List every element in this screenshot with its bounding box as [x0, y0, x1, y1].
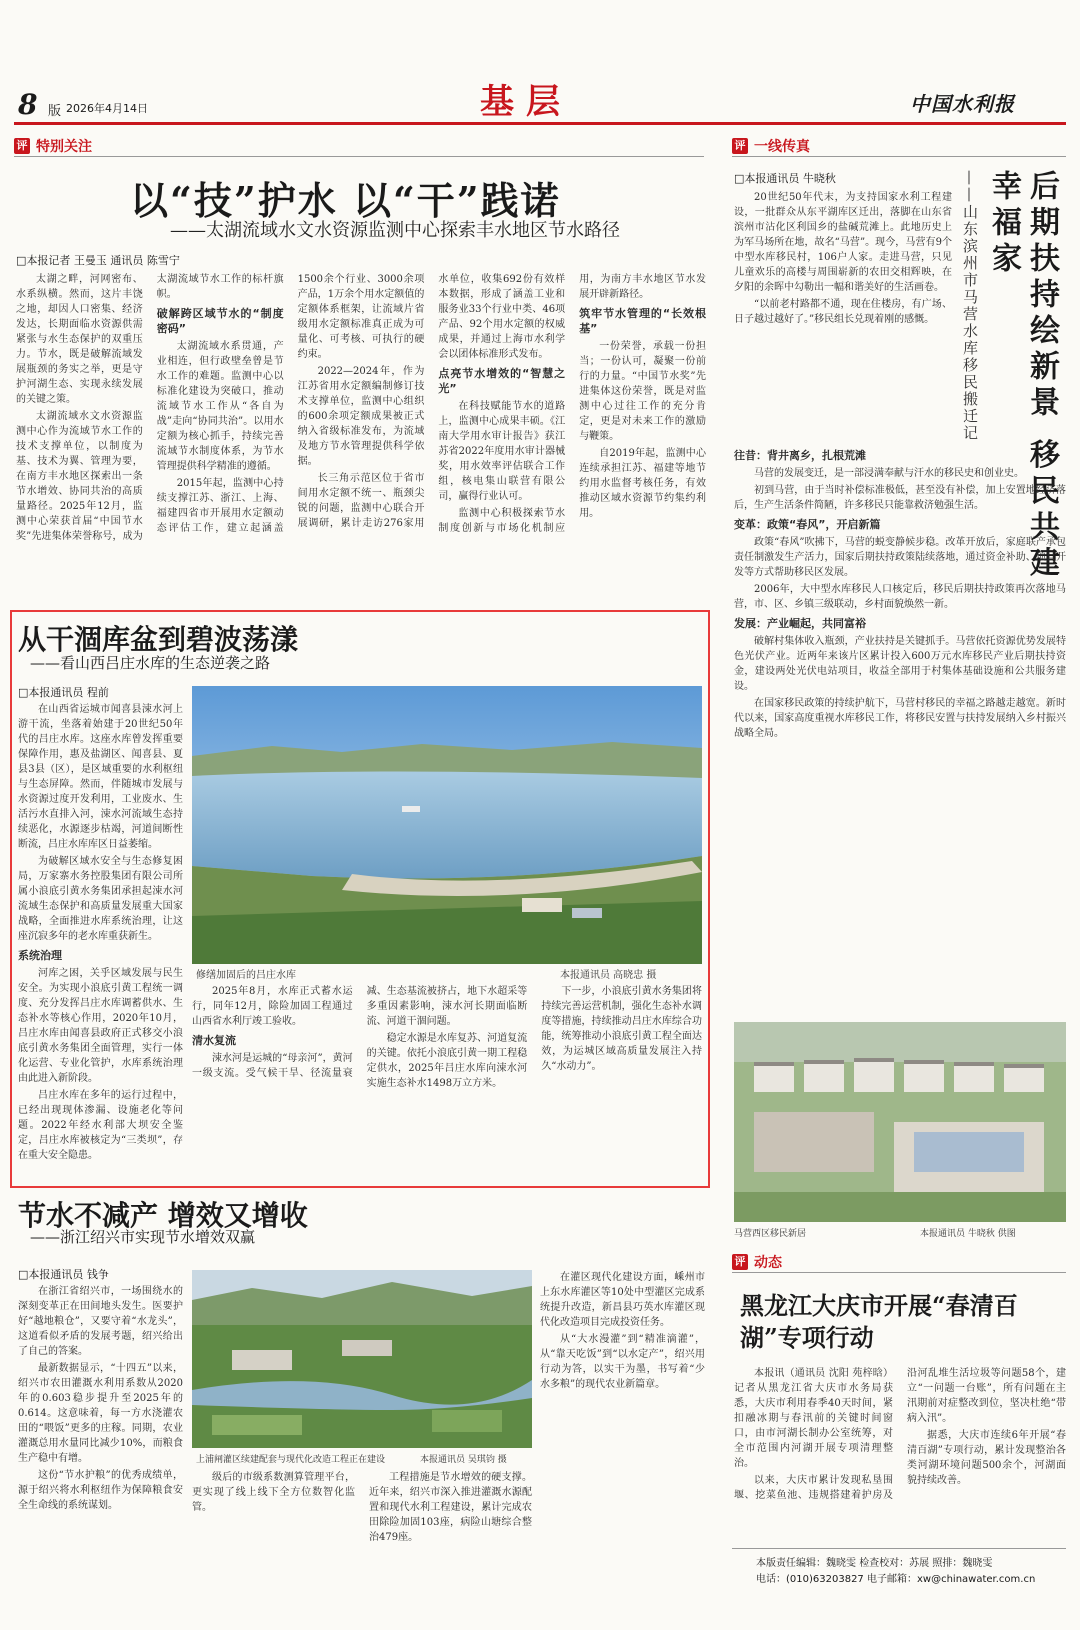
footer-editor: 本版责任编辑：魏晓雯 — [756, 1558, 856, 1569]
dynamic-body: 本报讯（通讯员 沈阳 苑梓晗）记者从黑龙江省大庆市水务局获悉，大庆市利用春季40天时间，紧扣融冰期与春汛前的关键时间窗口，由市河湖长制办公室统筹，对全市范围内河湖开展专项清理整治。 以来，大庆市累计发现私垦围堰、挖菜鱼池、违规搭建着护房及沿河乱堆生活垃圾等问题58个，建立“一问题一台账”，所有问题在主汛期前对症整改到位，坚决杜绝“带病入汛”。 据悉，大庆市连续6年开展“春清百湖”专项行动，累计发现整治各类河湖环境问题500余个，河湖面貌持续改善。 — [734, 1368, 1066, 1501]
special-focus-body: 太湖之畔，河网密布、水系纵横。然而，这片丰饶之地，却因人口密集、经济发达，长期面临水资源供需紧张与水生态保护的双重压力。节水，既是破解流域发展瓶颈的务实之举，更是守护河湖生态、实现永续发展的关键之策。 太湖流域水文水资源监测中心作为流域节水工作的技术支撑单位，以制度为基、技术为翼、管理为要，在南方丰水地区探索出一条节水增效、协同共治的高质量路径。2025年12月，监测中心荣获首届“中国节水奖”先进集体荣誉称号，成为太湖流域节水工作的标杆旗帜。 破解跨区域节水的“制度密码” 太湖流域水系贯通，产业相连，但行政壁垒曾是节水工作的难题。监测中心以标准化建设为突破口，推动流域节水工作从“各自为战”走向“协同共治”。以用水定额为核心抓手，持续完善流域节水制度体系，为节水管理提供科学精准的遵循。 2015年起，监测中心持续支撑江苏、浙江、上海、福建四省市开展用水定额动态评估工作，建立起涵盖1500余个行业、3000余项产品，1万余个用水定额值的定额体系框架，让流域片省级用水定额标准真正成为可量化、可考核、可执行的硬约束。 2022—2024年，作为江苏省用水定额编制修订技术支撑单位，监测中心组织的600余项定额成果被正式纳入省级标准发布，为流域及地方节水管理提供科学依据。 长三角示范区位于省市间用水定额不统一、瓶颈尖锐的问题，监测中心联合开展调研，累计走访276家用水单位，收集692份有效样本数据，形成了涵盖工业和服务业33个行业中类、46项产品、92个用水定额的权威成果，并通过上海市水利学会以团体标准形式发布。 点亮节水增效的“智慧之光” 在科技赋能节水的道路上，监测中心成果丰硕。《江南大学用水审计报告》获江苏省2022年度用水审计器械奖，用水效率评估联合工作组，核电集山联营有限公司，赢得行业认可。 监测中心积极探索节水制度创新与市场化机制应用，为南方丰水地区节水发展开辟新路径。 筑牢节水管理的“长效根基” 一份荣誉，承载一份担当；一份认可，凝聚一份前行的力量。“中国节水奖”先进集体这份荣誉，既是对监测中心过往工作的充分肯定，更是对未来工作的激励与鞭策。 自2019年起，监测中心连续承担江苏、福建等地节约用水监督考核任务，有效推动区域水资源节约集约利用。 — [16, 274, 706, 542]
featured-headline: 从干涸库盆到碧波荡漾 — [18, 623, 299, 656]
reservoir-aerial-image — [192, 686, 702, 964]
saving-headline: 节水不减产 增效又增收 — [18, 1199, 308, 1232]
saving-byline: □本报通讯员 钱争 — [18, 1268, 109, 1281]
footer-proofread: 检查校对：苏展 — [859, 1558, 930, 1569]
frontline-headline: 后期扶持绘新景 移民共建幸福家 — [986, 170, 1059, 583]
dynamic-tag: 评 动态 — [732, 1252, 782, 1272]
frontline-byline: □本报通讯员 牛晓秋 — [734, 172, 836, 185]
saving-subheadline: ——浙江绍兴市实现节水增效双赢 — [30, 1228, 256, 1246]
featured-subheadline: ——看山西吕庄水库的生态逆袭之路 — [30, 654, 271, 672]
frontline-body-main: 往昔：背井离乡，扎根荒滩 马营的发展变迁，是一部浸满奉献与汗水的移民史和创业史。 初到马营，由于当时补偿标准极低，甚至没有补偿，加上安置地经济落后，生产生活条件简陋，许多移民只能靠救济勉强生活。 变革：政策“春风”，开启新篇 政策“春风”吹拂下，马营的蜕变静候步稳。改革开放后，家庭联产承包责任制激发生产活力，国家后期扶持政策陆续落地，通过资金补助、项目开发等方式帮助移民区发展。 2006年，大中型水库移民人口核定后，移民后期扶持政策再次落地马营，市、区、乡镇三级联动，乡村面貌焕然一新。 发展：产业崛起，共同富裕 破解村集体收入瓶颈，产业扶持是关键抓手。马营依托资源优势发展特色光伏产业。近两年来该片区累计投入600万元水库移民产业后期扶持资金，建设两处光伏电站项目，收益全部用于村集体基础设施和公共服务建设。 在国家移民政策的持续护航下，马营村移民的幸福之路越走越宽。新时代以来，国家高度重视水库移民工作，将移民安置与扶持发展纳入乡村振兴战略全局。 — [734, 449, 1066, 739]
migrant-photo-credit: 本报通讯员 牛晓秋 供图 — [920, 1229, 1016, 1239]
featured-body-left: 在山西省运城市闻喜县涑水河上游干流，坐落着始建于20世纪50年代的吕庄水库。这座水库曾发挥重要保障作用，惠及盐湖区、闻喜县、夏县3县（区），是区域重要的水利枢纽与生态屏障。然而，伴随城市发展与水资源过度开发利用，工业废水、生活污水直排入河，涑水河流域生态持续恶化，水源逐步枯竭，河道间断性断流，吕庄水库库区日益萎缩。 为破解区域水安全与生态修复困局，万家寨水务控股集团有限公司所属小浪底引黄水务集团承担起涑水河流域生态保护和高质量发展重大国家战略，全面推进水库系统治理，让这座沉寂多年的老水库重获新生。 系统治理 河库之困，关乎区域发展与民生安全。为实现小浪底引黄工程统一调度、充分发挥吕庄水库调蓄供水、生态补水等核心作用，2020年10月，吕庄水库由闻喜县政府正式移交小浪底引黄水务集团全面管理，实行一体化运营、专业化管护，水库系统治理由此进入新阶段。 吕庄水库在多年的运行过程中，已经出现现体渗漏、设施老化等问题。2022年经水利部大坝安全鉴定，吕庄水库被核定为“三类坝”，存在重大安全隐患。 — [18, 704, 183, 1161]
frontline-subheadline: ——山东滨州市马营水库移民搬迁记 — [961, 170, 979, 442]
special-focus-subheadline: ——太湖流域水文水资源监测中心探索丰水地区节水路径 — [170, 220, 620, 241]
dynamic-headline: 黑龙江大庆市开展“春清百湖”专项行动 — [740, 1291, 1018, 1352]
migrant-village-image — [734, 1022, 1066, 1222]
irrigation-photo — [192, 1270, 532, 1448]
saving-body-mid: 级后的市级系数测算管理平台，更实现了线上线下全方位数智化监管。 工程措施是节水增效的硬支撑。近年来，绍兴市深入推进灌溉水源配置和现代水利工程建设，累计完成农田除险加固103座，病险山塘综合整治479座。 — [192, 1472, 532, 1543]
special-focus-headline: 以“技”护水 以“干”践诺 — [130, 178, 561, 223]
reservoir-photo-credit: 本报通讯员 高晓忠 摄 — [560, 970, 657, 981]
divider — [14, 156, 704, 157]
footer-divider — [732, 1548, 1066, 1549]
masthead-rule — [14, 122, 1066, 125]
page-label: 版 — [48, 104, 62, 119]
reservoir-photo — [192, 686, 702, 964]
footer-email: 电子邮箱：xw@chinawater.com.cn — [866, 1574, 1036, 1585]
page-number: 8 — [18, 88, 38, 121]
column-logo-icon: 评 — [732, 1254, 748, 1270]
issue-date: 2026年4月14日 — [66, 102, 148, 115]
migrant-village-photo — [734, 1022, 1066, 1222]
migrant-photo-caption: 马营西区移民新居 — [734, 1229, 807, 1239]
column-logo-icon: 评 — [14, 138, 30, 154]
special-focus-tag: 评 特别关注 — [14, 136, 92, 156]
divider — [732, 1272, 1066, 1273]
irrigation-photo-caption: 上浦闸灌区续建配套与现代化改造工程正在建设 — [196, 1455, 386, 1465]
irrigation-photo-credit: 本报通讯员 吴琪钧 摄 — [420, 1455, 507, 1465]
reservoir-photo-caption: 修缮加固后的吕庄水库 — [196, 970, 296, 981]
frontline-body-top: 20世纪50年代末，为支持国家水利工程建设，一批群众从东平湖库区迁出，落脚在山东省滨州市沾化区利国乡的盐碱荒滩上。此地历史上为军马场所在地，故名“马营”。现今，马营有9个中型水库移民村，106户人家。走进马营，只见儿童欢乐的高楼与周围崭新的农田交相辉映，在夕阳的余晖中勾勒出一幅和谐美好的生活画卷。 “以前老村路都不通，现在住楼房，有广场、日子越过越好了。”移民组长兑现着刚的感慨。 — [734, 192, 952, 325]
saving-body-right: 在灌区现代化建设方面，嵊州市上东水库灌区等10处中型灌区完成系统提升改造，新昌县巧英水库灌区现代化改造项目完成投资任务。 从“大水漫灌”到“精准滴灌”，从“靠天吃饭”到“以水定产”，绍兴用行动为答，以实干为墨，书写着“少水多粮”的现代农业新篇章。 — [540, 1272, 705, 1390]
newspaper-name: 中国水利报 — [910, 92, 1015, 116]
featured-byline: □本报通讯员 程前 — [18, 686, 109, 699]
editorial-footer — [756, 1556, 1056, 1588]
divider — [732, 156, 1066, 157]
section-title: 基层 — [480, 82, 572, 122]
footer-layout: 照排：魏晓雯 — [932, 1558, 993, 1569]
irrigation-aerial-image — [192, 1270, 532, 1448]
saving-body-left: 在浙江省绍兴市，一场围绕水的深刻变革正在田间地头发生。医要护好“越地粮仓”，又要守着“水龙头”，这道看似矛盾的发展考题，绍兴给出了自己的答案。 最新数据显示，“十四五”以来，绍兴市农田灌溉水利用系数从2020年的0.603稳步提升至2025年的0.614。这意味着，每一方水浇灌农田的“喂饭”更多的庄稼。同期，农业灌溉总用水量同比减少10%，而粮食生产稳中有增。 这份“节水护粮”的优秀成绩单，源于绍兴将水利枢纽作为保障粮食安全生命线的系统谋划。 — [18, 1286, 183, 1511]
frontline-tag: 评 一线传真 — [732, 136, 810, 156]
column-logo-icon: 评 — [732, 138, 748, 154]
footer-phone: 电话：(010)63203827 — [756, 1574, 864, 1585]
featured-body-right: 2025年8月，水库正式蓄水运行，同年12月，除险加固工程通过山西省水利厅竣工验收。 清水复流 涑水河是运城的“母亲河”，黄河一级支流。受气候干旱、径流量衰减、生态基流被挤占，地下水超采等多重因素影响，涑水河长期面临断流、河道干涸问题。 稳定水源是水库复苏、河道复流的关键。依托小浪底引黄一期工程稳定供水，2025年吕庄水库向涑水河实施生态补水1498万立方米。 下一步，小浪底引黄水务集团将持续完善运营机制，强化生态补水调度等措施，持续推动吕庄水库综合功能，统筹推动小浪底引黄工程全面达效，为运城区域高质量发展注入持久“水动力”。 — [192, 986, 702, 1089]
special-focus-byline: □本报记者 王曼玉 通讯员 陈雪宁 — [16, 254, 180, 267]
